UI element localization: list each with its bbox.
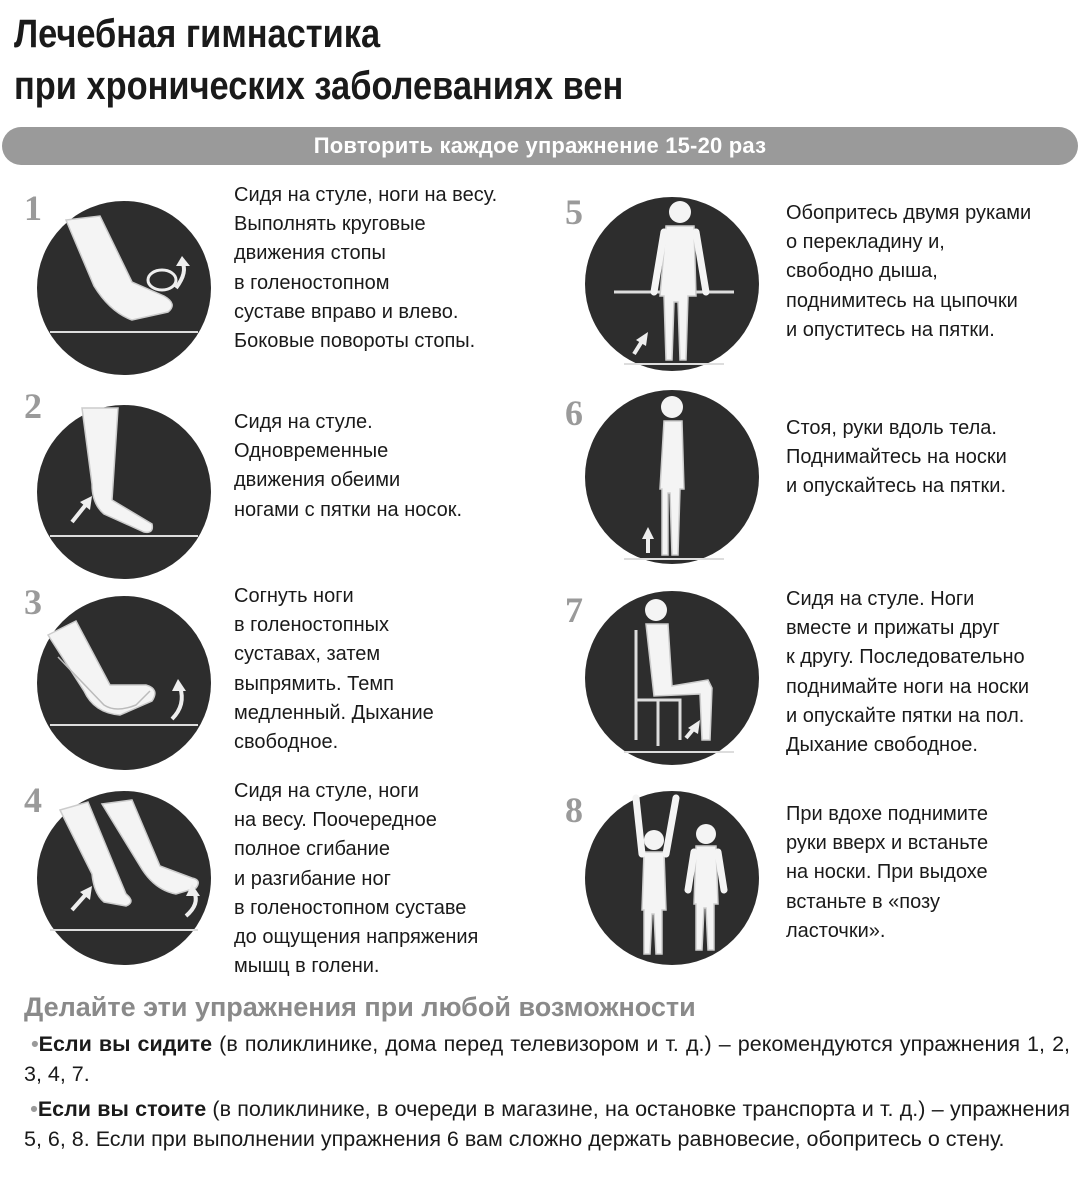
footer-bullet-text: (в поликлинике, дома перед телевизором и т. д.) – рекомендуются упражнения 1, 2, 3, 4, 7.: [24, 1032, 1071, 1086]
footer-title: Делайте эти упражнения при любой возможности: [24, 992, 696, 1022]
repeat-banner: [2, 127, 1078, 165]
exercise-1-line: в голеностопном: [234, 271, 390, 294]
exercise-4-line: в голеностопном суставе: [234, 896, 467, 919]
exercise-number-8: 8: [565, 790, 583, 830]
footer-bullet-text: (в поликлинике, в очереди в магазине, на остановке транспорта и т. д.) – упражнения 5, 6, 8. Если при выполнении упражнения 6 вам сложно держать равновесие, обопритесь о стену.: [24, 1097, 1070, 1151]
exercise-7-line: вместе и прижаты друг: [786, 617, 1000, 640]
exercise-number-1: 1: [24, 188, 42, 228]
exercise-6-line: Поднимайтесь на носки: [786, 446, 1007, 469]
exercise-4-line: на весу. Поочередное: [234, 809, 437, 832]
exercise-1-line: Боковые повороты стопы.: [234, 330, 476, 353]
footer-bullet-sitting: [24, 1029, 1070, 1089]
exercise-6-line: и опускайтесь на пятки.: [786, 475, 1006, 498]
exercise-3-line: выпрямить. Темп: [234, 672, 394, 695]
exercise-1-line: движения стопы: [234, 242, 386, 265]
exercise-7-line: поднимайте ноги на носки: [786, 675, 1030, 698]
exercise-5-line: и опуститесь на пятки.: [786, 318, 995, 341]
title-line-2: при хронических заболеваниях вен: [14, 64, 624, 108]
exercise-text-1: [234, 181, 497, 356]
exercise-8-line: руки вверх и встаньте: [786, 832, 989, 855]
bullet-dot: •: [31, 1032, 39, 1056]
standing-toe-raise-illustration: [584, 389, 760, 565]
exercise-text-8: [786, 800, 988, 946]
exercise-3-line: медленный. Дыхание: [234, 701, 434, 724]
arms-up-swallow-pose-illustration: [584, 790, 760, 966]
exercise-2-line: Одновременные: [234, 440, 389, 463]
title-line-1: Лечебная гимнастика: [14, 12, 381, 56]
exercise-8-line: ласточки».: [786, 919, 886, 942]
exercise-number-7: 7: [565, 590, 583, 630]
exercise-5-line: поднимитесь на цыпочки: [786, 289, 1018, 312]
exercise-number-3: 3: [24, 582, 42, 622]
seated-alternating-flex-illustration: [36, 790, 212, 966]
exercise-5-line: свободно дыша,: [786, 260, 938, 283]
exercise-8-line: на носки. При выдохе: [786, 861, 988, 884]
footer-bullet-standing: [24, 1094, 1070, 1154]
exercise-3-line: в голеностопных: [234, 614, 389, 637]
exercise-text-3: [234, 582, 434, 757]
exercise-3-line: Согнуть ноги: [234, 585, 354, 607]
exercise-4-line: Сидя на стуле, ноги: [234, 780, 419, 802]
exercise-number-4: 4: [24, 780, 42, 820]
exercise-text-5: [786, 199, 1031, 345]
page-title: [14, 8, 623, 112]
exercise-2-line: движения обеими: [234, 469, 401, 492]
exercise-number-5: 5: [565, 192, 583, 232]
exercise-5-line: Обопритесь двумя руками: [786, 202, 1032, 224]
seated-chair-toe-raise-illustration: [584, 590, 760, 766]
exercise-7-line: и опускайте пятки на пол.: [786, 704, 1025, 727]
footer-bullet-bold: Если вы стоите: [37, 1097, 207, 1121]
exercise-3-line: свободное.: [234, 731, 339, 754]
exercise-7-line: к другу. Последовательно: [786, 646, 1025, 669]
exercise-7-line: Дыхание свободное.: [786, 734, 978, 757]
banner-text: Повторить каждое упражнение 15-20 раз: [313, 133, 767, 158]
exercise-1-line: Сидя на стуле, ноги на весу.: [234, 184, 498, 206]
exercise-number-2: 2: [24, 386, 42, 426]
exercise-8-line: При вдохе поднимите: [786, 803, 989, 825]
exercise-4-line: мышц в голени.: [234, 955, 380, 978]
exercise-5-line: о перекладину и,: [786, 231, 945, 254]
exercise-2-line: Сидя на стуле.: [234, 411, 373, 433]
exercise-3-line: суставах, затем: [234, 643, 381, 666]
exercise-number-6: 6: [565, 393, 583, 433]
exercise-text-2: [234, 408, 462, 525]
exercise-8-line: встаньте в «позу: [786, 890, 940, 913]
exercise-6-line: Стоя, руки вдоль тела.: [786, 417, 997, 439]
exercise-1-line: суставе вправо и влево.: [234, 300, 459, 323]
exercise-2-line: ногами с пятки на носок.: [234, 498, 463, 521]
seated-ankle-flex-illustration: [36, 595, 212, 771]
footer-bullet-bold: Если вы сидите: [38, 1032, 213, 1056]
standing-bar-calf-raise-illustration: [584, 196, 760, 372]
bullet-dot: •: [30, 1097, 38, 1121]
seated-heel-to-toe-illustration: [36, 404, 212, 580]
exercise-text-6: [786, 414, 1007, 502]
exercise-text-7: [786, 585, 1029, 760]
exercise-7-line: Сидя на стуле. Ноги: [786, 588, 975, 610]
seated-foot-rotation-illustration: [36, 200, 212, 376]
exercise-4-line: и разгибание ног: [234, 867, 391, 890]
exercise-text-4: [234, 777, 478, 981]
exercise-4-line: полное сгибание: [234, 838, 390, 861]
exercise-1-line: Выполнять круговые: [234, 213, 426, 236]
exercise-4-line: до ощущения напряжения: [234, 926, 479, 949]
